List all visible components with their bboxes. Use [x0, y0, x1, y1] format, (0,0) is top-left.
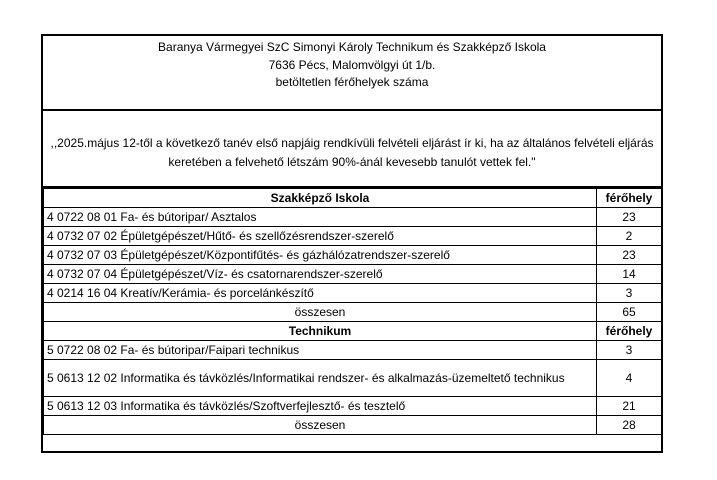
total-label: összesen — [44, 303, 597, 322]
program-name: 5 0613 12 02 Informatika és távközlés/Informatikai rendszer- és alkalmazás-üzemeltető technikus — [44, 360, 597, 397]
total-value: 28 — [597, 416, 662, 435]
section-header-row — [44, 322, 662, 341]
count-header: férőhely — [597, 189, 662, 208]
program-name: 4 0722 08 01 Fa- és bútoripar/ Asztalos — [44, 208, 597, 227]
school-address: 7636 Pécs, Malomvölgyi út 1/b. — [268, 57, 436, 72]
places-count: 3 — [597, 341, 662, 360]
total-row — [44, 416, 662, 435]
table-row — [44, 208, 662, 227]
table-row — [44, 265, 662, 284]
places-count: 23 — [597, 208, 662, 227]
table-row — [44, 341, 662, 360]
section-title: Technikum — [44, 322, 597, 341]
program-name: 5 0722 08 02 Fa- és bútoripar/Faipari technikus — [44, 341, 597, 360]
places-count: 23 — [597, 246, 662, 265]
program-name: 4 0732 07 03 Épületgépészet/Központifűtés- és gázhálózatrendszer-szerelő — [44, 246, 597, 265]
program-name: 4 0732 07 02 Épületgépészet/Hűtő- és szellőzésrendszer-szerelő — [44, 227, 597, 246]
school-name: Baranya Vármegyei SzC Simonyi Károly Technikum és Szakképző Iskola — [158, 40, 546, 54]
places-count: 3 — [597, 284, 662, 303]
section-header-row — [44, 189, 662, 208]
program-name: 4 0732 07 04 Épületgépészet/Víz- és csatornarendszer-szerelő — [44, 265, 597, 284]
places-count: 4 — [597, 360, 662, 397]
table-row — [44, 284, 662, 303]
places-count: 21 — [597, 397, 662, 416]
total-label: összesen — [44, 416, 597, 435]
table-row — [44, 246, 662, 265]
notice-box — [43, 111, 661, 188]
document-header — [43, 36, 661, 111]
table-row — [44, 360, 662, 397]
program-name: 4 0214 16 04 Kreatív/Kerámia- és porcelánkészítő — [44, 284, 597, 303]
table-row — [44, 227, 662, 246]
total-row — [44, 303, 662, 322]
places-table — [43, 188, 662, 435]
table-row — [44, 397, 662, 416]
notice-text: ,,2025.május 12-től a következő tanév első napjáig rendkívüli felvételi eljárást ír ki, ha az általános felvételi eljárás keretében a felvehető létszám 90%-ánál kevesebb tanulót vettek fel." — [50, 135, 654, 169]
places-count: 2 — [597, 227, 662, 246]
places-count: 14 — [597, 265, 662, 284]
count-header: férőhely — [597, 322, 662, 341]
document-sheet — [41, 34, 663, 453]
document-subtitle: betöltetlen férőhelyek száma — [275, 75, 429, 89]
total-value: 65 — [597, 303, 662, 322]
section-title: Szakképző Iskola — [44, 189, 597, 208]
program-name: 5 0613 12 03 Informatika és távközlés/Szoftverfejlesztő- és tesztelő — [44, 397, 597, 416]
